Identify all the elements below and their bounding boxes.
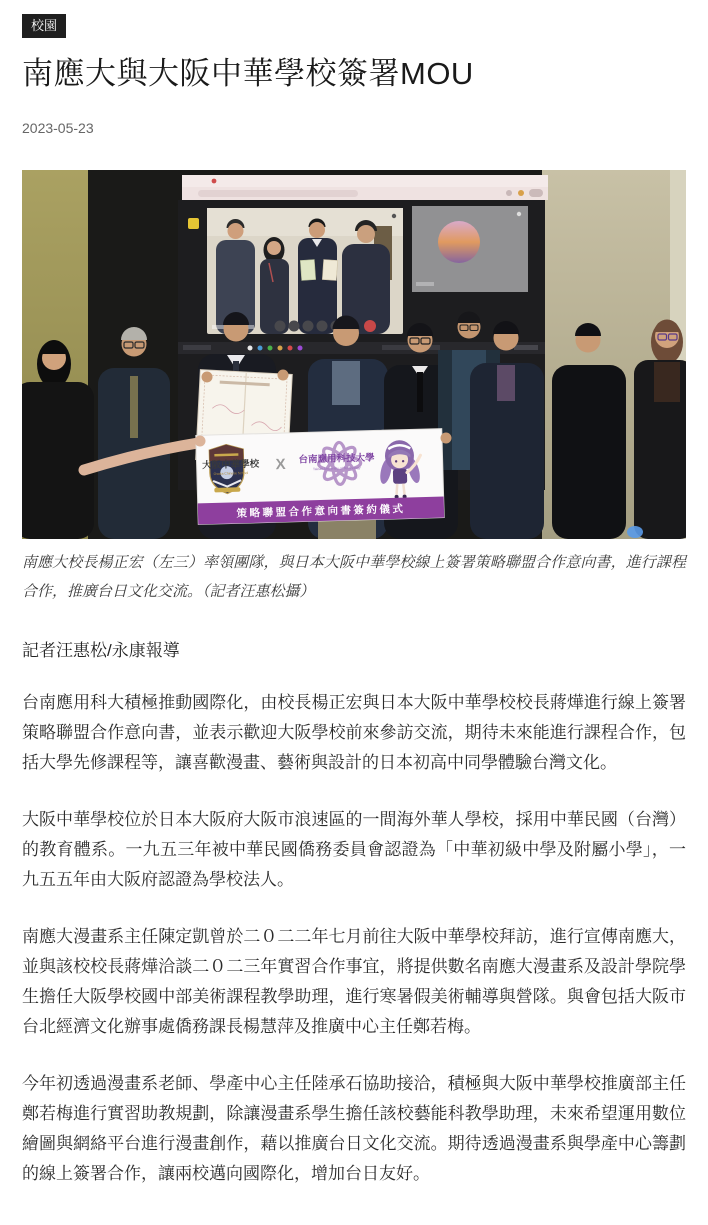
avatar-logo: [438, 221, 480, 263]
hand: [202, 371, 213, 382]
video-call-right-panel: [412, 206, 528, 292]
hand: [278, 369, 289, 380]
mou-banner: [196, 428, 444, 524]
banner-left-school-name: 大阪中華學校: [202, 458, 260, 472]
end-call-icon: [364, 320, 376, 332]
remote-certificate: [300, 259, 315, 280]
banner-left-school-english: Osaka Chinese School: [213, 470, 249, 476]
hand: [195, 435, 206, 446]
article-title: 南應大與大阪中華學校簽署MOU: [22, 56, 474, 91]
shirt: [332, 361, 360, 405]
banner-separator: X: [275, 455, 286, 473]
article-date: 2023-05-23: [22, 119, 94, 136]
shirt: [654, 362, 680, 402]
article-photo: [22, 170, 686, 539]
blue-light: [627, 526, 643, 538]
photo-caption: 南應大校長楊正宏（左三）率領團隊，與日本大阪中華學校線上簽署策略聯盟合作意向書，進行課程合作，推廣台日文化交流。（記者汪惠松攝）: [22, 553, 686, 600]
yellow-app-icon: [188, 218, 199, 229]
article-paragraph-3: 南應大漫畫系主任陳定凱曾於二０二二年七月前往大阪中華學校拜訪，進行宣傳南應大，並與該校校長蔣燁洽談二０二三年實習合作事宜，將提供數名南應大漫畫系及設計學院學生擔任大阪學校國中部美術課程教學助理，進行寒暑假美術輔導與營隊。與會包括大阪市台北經濟文化辦事處僑務課長楊慧萍及推廣中心主任鄭若梅。: [22, 927, 686, 1037]
banner-right-school-english: Tainan University of Technology: [312, 465, 361, 471]
article-paragraph-2: 大阪中華學校位於日本大阪府大阪市浪速區的一間海外華人學校，採用中華民國（台灣）的教育體系。一九五三年被中華民國僑務委員會認證為「中華初級中學及附屬小學」，一九五五年由大阪府認證為學校法人。: [22, 810, 686, 890]
banner-strip-text: 策略聯盟合作意向書簽約儀式: [236, 502, 406, 520]
category-tag[interactable]: 校園: [22, 14, 66, 38]
hand: [441, 432, 452, 443]
banner-right-school-name: 台南應用科技大學: [298, 452, 375, 466]
address-bar: [198, 190, 358, 197]
shirt: [497, 365, 515, 401]
remote-certificate: [322, 259, 337, 280]
article-paragraph-1: 台南應用科大積極推動國際化，由校長楊正宏與日本大阪中華學校校長蔣燁進行線上簽署策略聯盟合作意向書，並表示歡迎大阪學校前來參訪交流，期待未來能進行課程合作，包括大學先修課程等，讓喜歡漫畫、藝術與設計的日本初高中同學體驗台灣文化。: [22, 693, 686, 773]
article-byline: 記者汪惠松/永康報導: [22, 641, 180, 661]
event-photo-illustration: [22, 170, 686, 539]
article-paragraph-4: 今年初透過漫畫系老師、學產中心主任陸承石協助接洽，積極與大阪中華學校推廣部主任鄭若梅進行實習助教規劃，除讓漫畫系學生擔任該校藝能科教學助理，未來希望運用數位繪圖與網絡平台進行漫畫創作，藉以推廣台日文化交流。期待透過漫畫系與學產中心籌劃的線上簽署合作，讓兩校邁向國際化，增加台日友好。: [22, 1074, 686, 1184]
necktie: [130, 376, 138, 438]
article-figure: [22, 170, 686, 607]
browser-tab-dot: [212, 178, 217, 183]
